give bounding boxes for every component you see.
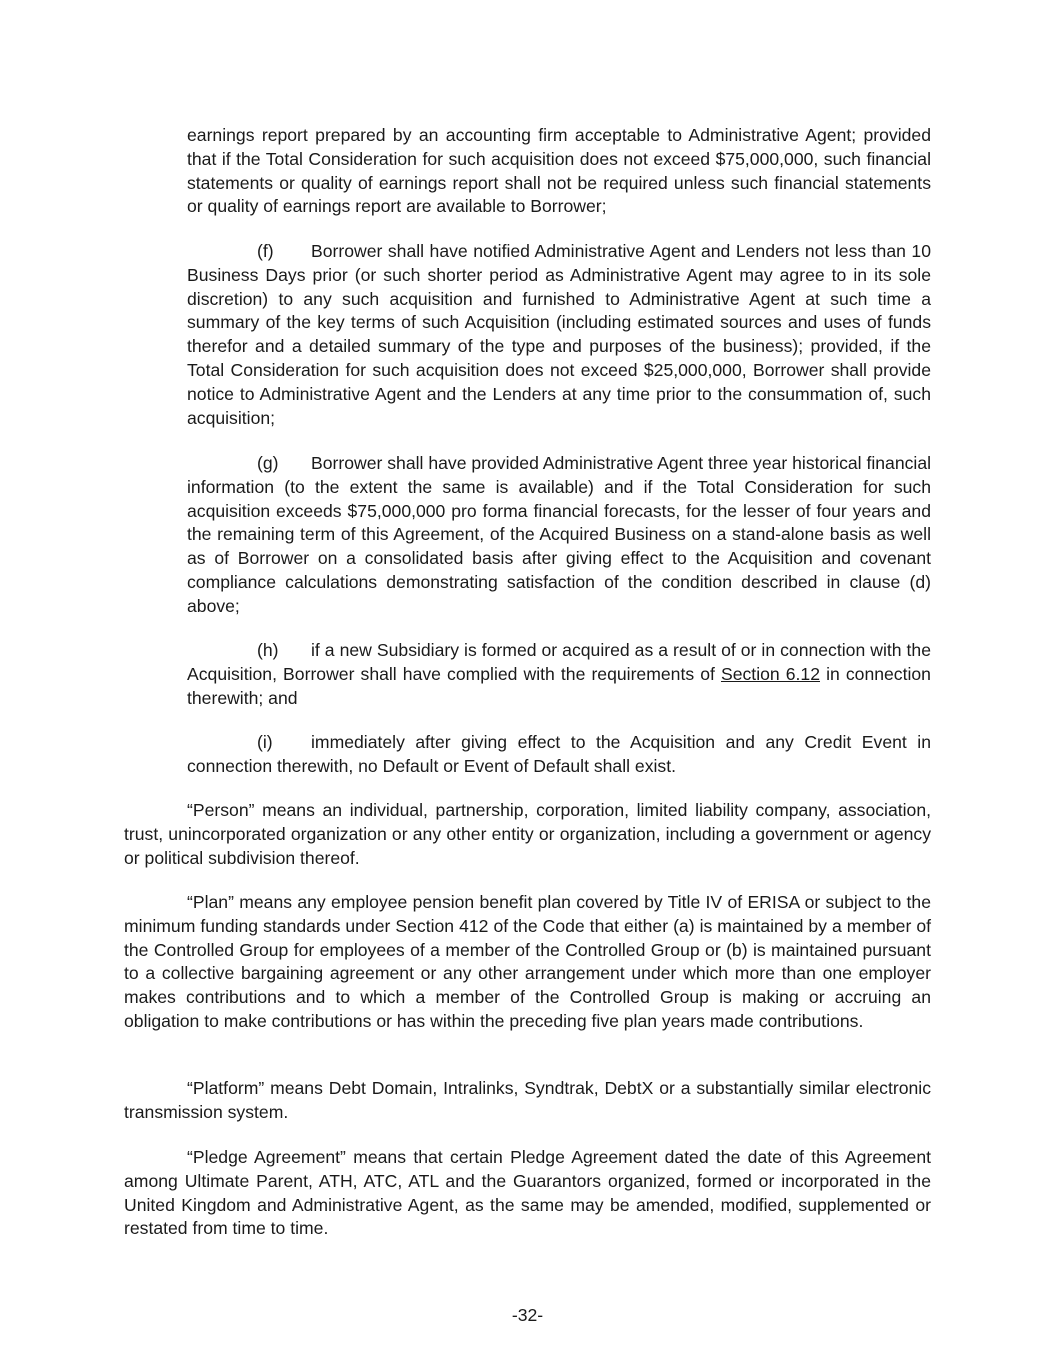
clause-h-label: (h) <box>257 640 279 660</box>
clause-h-text-after: in connection therewith; and <box>187 663 931 708</box>
clause-i <box>187 731 931 779</box>
clause-e-continuation: earnings report prepared by an accounting firm acceptable to Administrative Agent; provided that if the Total Consideration for such acquisition does not exceed $75,000,000, such financial statements or quality of earnings report shall not be required unless such financial statements or quality of earnings report are available to Borrower; <box>187 125 931 217</box>
definition-person: “Person” means an individual, partnership, corporation, limited liability company, association, trust, unincorporated organization or any other entity or organization, including a government or agency or political subdivision thereof. <box>124 800 931 868</box>
clause-g-text: Borrower shall have provided Administrative Agent three year historical financial information (to the extent the same is available) and if the Total Consideration for such acquisition exceeds $75,000,000 pro forma financial forecasts, for the lesser of four years and the remaining term of this Agreement, of the Acquired Business on a stand-alone basis as well as of Borrower on a consolidated basis after giving effect to the Acquisition and covenant compliance calculations demonstrating satisfaction of the condition described in clause (d) above; <box>187 453 932 616</box>
clause-f <box>187 240 931 430</box>
clause-g-label: (g) <box>257 453 279 473</box>
clause-g <box>187 452 931 619</box>
page-number: -32- <box>511 1305 544 1325</box>
clause-i-label: (i) <box>257 732 273 752</box>
clause-h <box>187 639 931 710</box>
definition-plan: “Plan” means any employee pension benefit plan covered by Title IV of ERISA or subject to the minimum funding standards under Section 412 of the Code that either (a) is maintained by a member of the Controlled Group for employees of a member of the Controlled Group or (b) is maintained pursuant to a collective bargaining agreement or any other arrangement under which more than one employer makes contributions and to which a member of the Controlled Group is making or accruing an obligation to make contributions or has within the preceding five plan years made contributions. <box>124 892 931 1031</box>
clause-i-text: immediately after giving effect to the Acquisition and any Credit Event in connection therewith, no Default or Event of Default shall exist. <box>187 732 931 776</box>
section-6-12-link[interactable]: Section 6.12 <box>720 663 820 684</box>
definition-platform: “Platform” means Debt Domain, Intralinks, Syndtrak, DebtX or a substantially similar electronic transmission system. <box>124 1078 931 1122</box>
definition-pledge-agreement: “Pledge Agreement” means that certain Pledge Agreement dated the date of this Agreement among Ultimate Parent, ATH, ATC, ATL and the Guarantors organized, formed or incorporated in the United Kingdom and Administrative Agent, as the same may be amended, modified, supplemented or restated from time to time. <box>124 1147 931 1239</box>
clause-f-label: (f) <box>257 241 274 261</box>
clause-f-text: Borrower shall have notified Administrative Agent and Lenders not less than 10 Business Days prior (or such shorter period as Administrative Agent may agree to in its sole discretion) to any such acquisition and furnished to Administrative Agent at such time a summary of the key terms of such Acquisition (including estimated sources and uses of funds therefor and a detailed summary of the type and purposes of the business); provided, if the Total Consideration for such acquisition does not exceed $25,000,000, Borrower shall provide notice to Administrative Agent and the Lenders at any time prior to the consummation of, such acquisition; <box>187 241 931 428</box>
clause-h-text-before: if a new Subsidiary is formed or acquired as a result of or in connection with the Acquisition, Borrower shall have complied with the requirements of <box>187 640 931 684</box>
